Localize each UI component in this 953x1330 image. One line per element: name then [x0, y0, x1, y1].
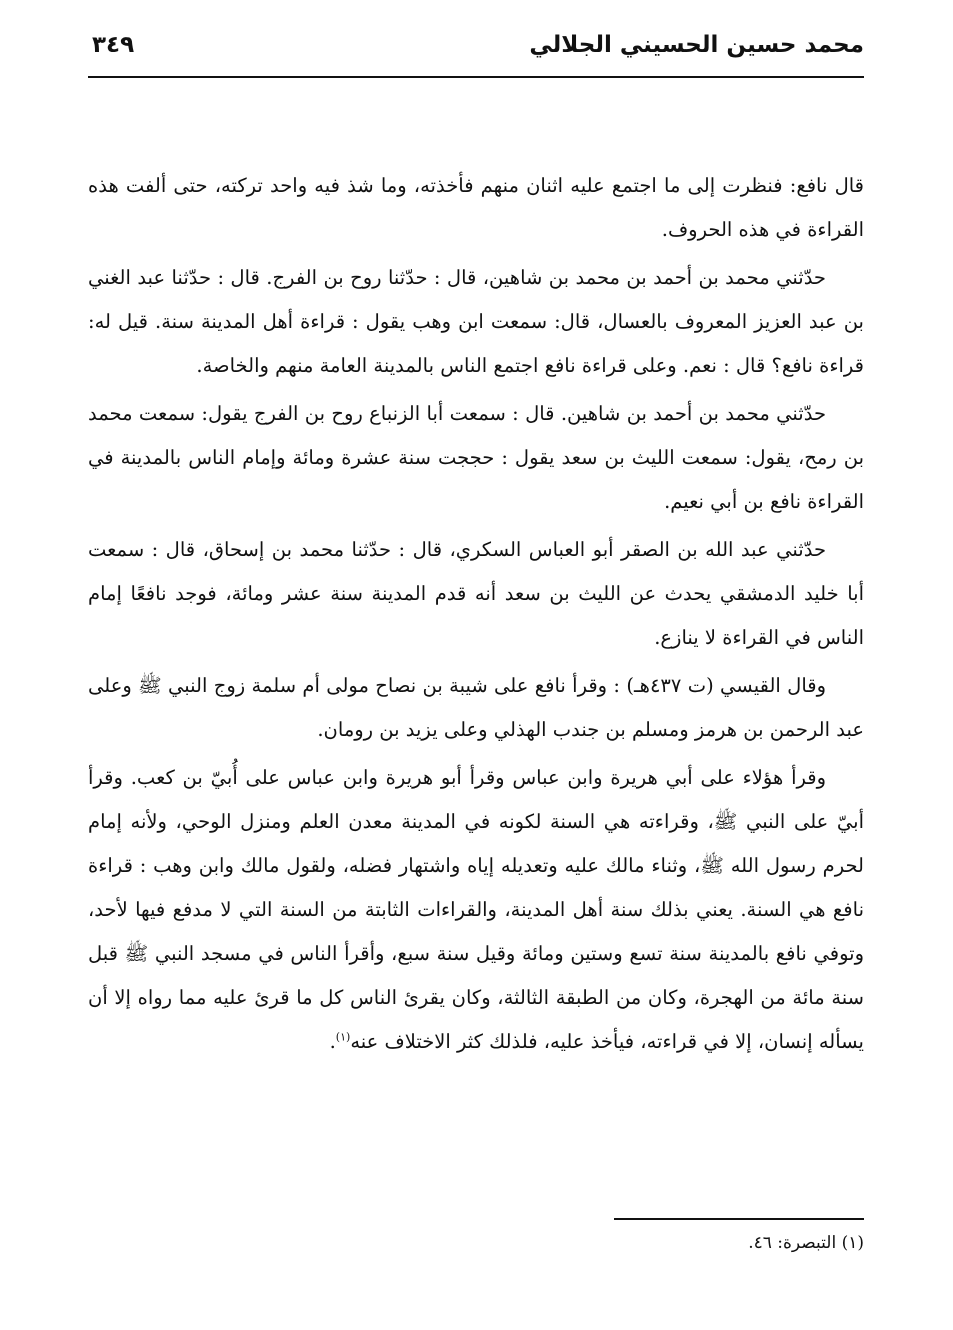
- paragraph: حدّثني محمد بن أحمد بن شاهين. قال : سمعت أبا الزنباع روح بن الفرج يقول: سمعت محمد بن رمح، يقول: سمعت الليث بن سعد يقول : حججت سنة عشرة ومائة وإمام الناس بالمدينة في القراءة نافع بن أبي نعيم.: [88, 402, 864, 513]
- page: [88, 24, 864, 1304]
- paragraph: حدّثني محمد بن أحمد بن محمد بن شاهين، قال : حدّثنا روح بن الفرج. قال : حدّثنا عبد الغني بن عبد العزيز المعروف بالعسال، قال: سمعت ابن وهب يقول : قراءة أهل المدينة سنة. قيل له: قراءة نافع؟ قال : نعم. وعلى قراءة نافع اجتمع الناس بالمدينة العامة منهم والخاصة.: [88, 266, 864, 377]
- page-header: [88, 24, 864, 78]
- paragraph: قال نافع: فنظرت إلى ما اجتمع عليه اثنان منهم فأخذته، وما شذ فيه واحد تركته، حتى ألفت هذه القراءة في هذه الحروف.: [88, 174, 864, 241]
- paragraph: وقال القيسي (ت ٤٣٧هـ) : وقرأ نافع على شيبة بن نصاح مولى أم سلمة زوج النبي ﷺ وعلى عبد الرحمن بن هرمز ومسلم بن جندب الهذلي وعلى يزيد بن رومان.: [88, 674, 864, 741]
- footnote: (١) التبصرة: ٤٦.: [748, 1233, 864, 1253]
- body-text: [88, 164, 864, 1064]
- paragraph-last: وقرأ هؤلاء على أبي هريرة وابن عباس وقرأ أبو هريرة وابن عباس على أُبيّ بن كعب. وقرأ أبيّ على النبي ﷺ، وقراءته هي السنة لكونه في المدينة معدن العلم ومنزل الوحي، ولأنه إمام لحرم رسول الله ﷺ، وثناء مالك عليه وتعديله إياه واشتهار فضله، ولقول مالك وابن وهب : قراءة نافع هي السنة. يعني بذلك سنة أهل المدينة، والقراءات الثابتة من السنة التي لا مدفع فيها لأحد، وتوفي نافع بالمدينة سنة تسع وستين ومائة وقيل سنة سبع، وأقرأ الناس في مسجد النبي ﷺ قبل سنة مائة من الهجرة، وكان من الطبقة الثالثة، وكان يقرئ الناس كل ما قرئ عليه مما رواه إلا أن يسأله إنسان، إلا في قراءته، فيأخذ عليه، فلذلك كثر الاختلاف عنه$^{(١)}$.: [88, 766, 864, 1053]
- book-title: محمد حسين الحسيني الجلالي: [529, 32, 864, 58]
- footnote-divider: [614, 1218, 864, 1220]
- paragraph: حدّثني عبد الله بن الصقر أبو العباس السكري، قال : حدّثنا محمد بن إسحاق، قال : سمعت أبا خليد الدمشقي يحدث عن الليث بن سعد أنه قدم المدينة سنة عشر ومائة، فوجد نافعًا إمام الناس في القراءة لا ينازع.: [88, 538, 864, 649]
- paragraph-text: وقرأ هؤلاء على أبي هريرة وابن عباس وقرأ أبو هريرة وابن عباس على أُبيّ بن كعب. وقرأ أبيّ على النبي ﷺ، وقراءته هي السنة لكونه في المدينة معدن العلم ومنزل الوحي، ولأنه إمام لحرم رسول الله ﷺ، وثناء مالك عليه وتعديله إياه واشتهار فضله، ولقول مالك وابن وهب : قراءة نافع هي السنة. يعني بذلك سنة أهل المدينة، والقراءات الثابتة من السنة التي لا مدفع فيها لأحد، وتوفي نافع بالمدينة سنة تسع وستين ومائة وقيل سنة سبع، وأقرأ الناس في مسجد النبي ﷺ قبل سنة مائة من الهجرة، وكان من الطبقة الثالثة، وكان يقرئ الناس كل ما قرئ عليه مما رواه إلا أن يسأله إنسان، إلا في قراءته، فيأخذ عليه، فلذلك كثر الاختلاف عنه: [88, 766, 864, 1053]
- footnote-marker: (١): [335, 1030, 351, 1044]
- page-number: ٣٤٩: [92, 32, 135, 58]
